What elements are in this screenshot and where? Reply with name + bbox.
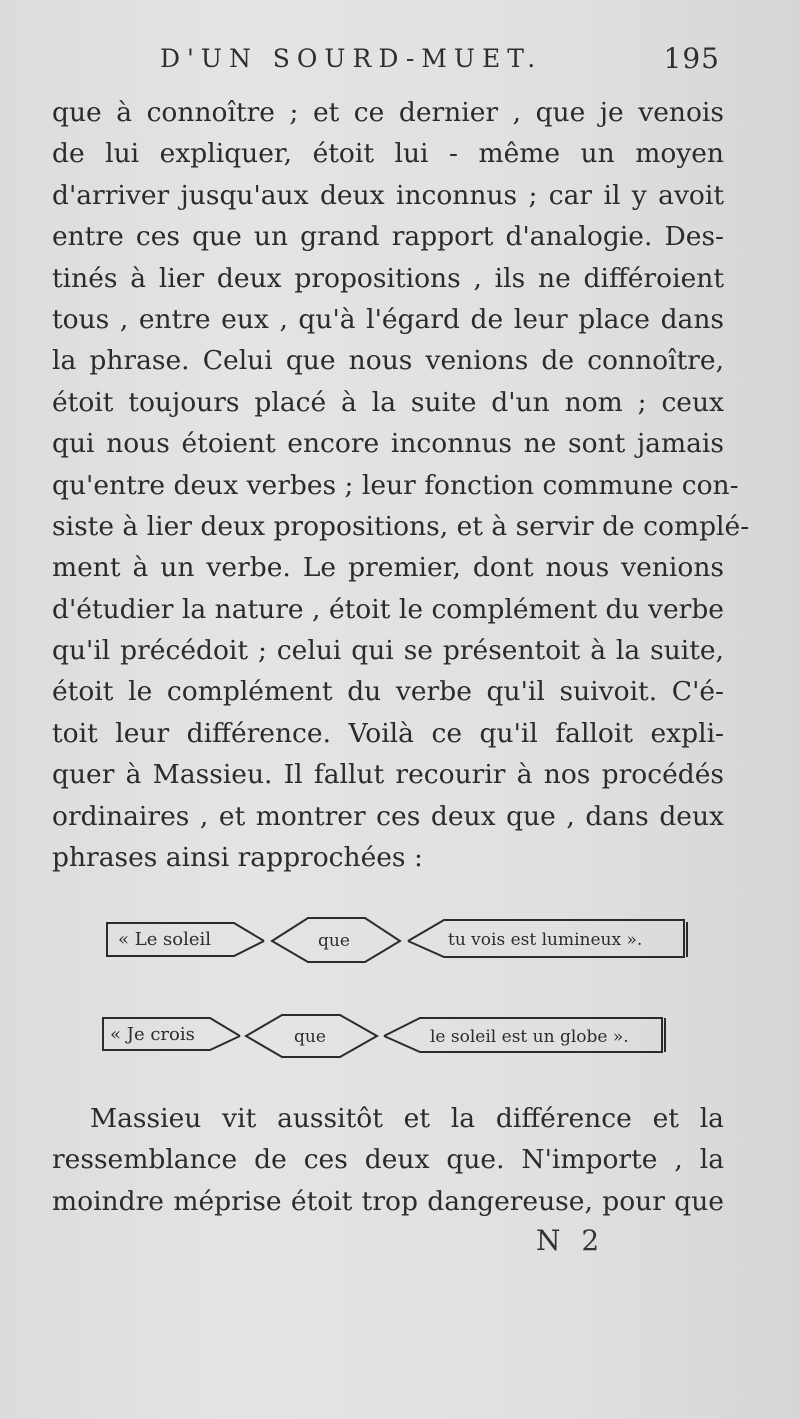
- text-line: qu'il précédoit ; celui qui se présentoit à la suite,: [52, 635, 724, 667]
- row1-middle-box: [272, 918, 400, 962]
- text-line: que à connoître ; et ce dernier , que je venois: [52, 97, 724, 128]
- main-paragraph: [52, 92, 750, 878]
- diagram-row-1: [107, 918, 687, 962]
- row1-middle-text: que: [318, 931, 350, 951]
- row2-middle-text: que: [294, 1027, 326, 1047]
- row2-middle-box: [246, 1015, 377, 1057]
- text-line: ment à un verbe. Le premier, dont nous venions: [52, 552, 724, 584]
- text-line: la phrase. Celui que nous venions de connoître,: [52, 345, 724, 377]
- row2-left-box: [103, 1018, 240, 1050]
- row2-left-text: « Je crois: [110, 1024, 195, 1045]
- text-line: d'arriver jusqu'aux deux inconnus ; car il y avoit: [52, 179, 724, 211]
- signature-mark: N 2: [536, 1224, 606, 1257]
- text-line: ressemblance de ces deux que. N'importe , la: [52, 1144, 724, 1176]
- running-title: D'UN SOURD-MUET.: [160, 44, 543, 73]
- text-line: tinés à lier deux propositions , ils ne différoient: [52, 262, 724, 294]
- text-line: qui nous étoient encore inconnus ne sont jamais: [52, 428, 724, 460]
- text-line: qu'entre deux verbes ; leur fonction commune con-: [52, 469, 739, 501]
- text-line: phrases ainsi rapprochées :: [52, 842, 423, 874]
- row1-right-box: [408, 920, 684, 957]
- running-header: [160, 44, 720, 84]
- row1-left-text: « Le soleil: [118, 929, 212, 950]
- text-line: Massieu vit aussitôt et la différence et la: [90, 1103, 724, 1134]
- text-line: entre ces que un grand rapport d'analogie. Des-: [52, 221, 724, 253]
- text-line: moindre méprise étoit trop dangereuse, pour que: [52, 1185, 724, 1217]
- row2-right-text: le soleil est un globe ».: [430, 1027, 629, 1047]
- text-line: étoit le complément du verbe qu'il suivoit. C'é-: [52, 676, 724, 708]
- text-line: ordinaires , et montrer ces deux que , dans deux: [52, 800, 724, 832]
- row1-left-box: [107, 923, 264, 956]
- text-line: étoit toujours placé à la suite d'un nom ; ceux: [52, 386, 724, 418]
- text-line: quer à Massieu. Il fallut recourir à nos procédés: [52, 759, 724, 791]
- text-line: d'étudier la nature , étoit le complément du verbe: [52, 593, 724, 625]
- following-paragraph: [52, 1098, 724, 1222]
- diagram-row-2: [103, 1015, 665, 1057]
- text-line: de lui expliquer, étoit lui - même un moyen: [52, 138, 724, 170]
- text-line: siste à lier deux propositions, et à servir de complé-: [52, 510, 750, 542]
- text-line: tous , entre eux , qu'à l'égard de leur place dans: [52, 303, 724, 335]
- row1-right-text: tu vois est lumineux ».: [448, 930, 643, 950]
- row2-right-box: [384, 1018, 662, 1052]
- text-line: toit leur différence. Voilà ce qu'il falloit expli-: [52, 717, 724, 749]
- page-number: 195: [663, 42, 720, 75]
